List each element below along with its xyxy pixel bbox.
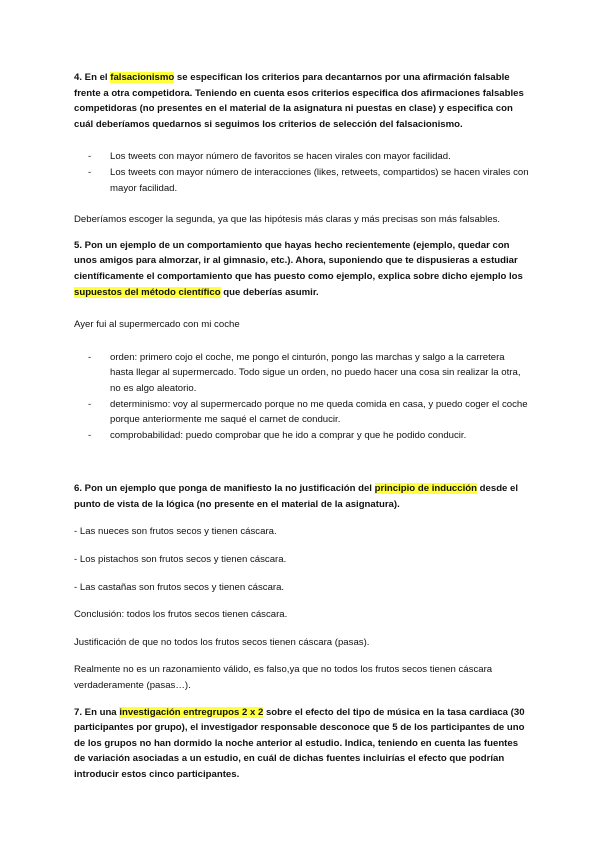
question-5	[74, 238, 530, 300]
q5-highlight-term: supuestos del método científico	[74, 286, 221, 298]
q4-bullet-list	[74, 149, 530, 196]
dash-bullet: -	[88, 429, 92, 441]
q5-bullet-list	[74, 350, 530, 444]
q6-line: - Las castañas son frutos secos y tienen cáscara.	[74, 581, 285, 593]
question-6	[74, 481, 530, 512]
q7-highlight-term: investigación entregrupos 2 x 2	[119, 706, 264, 718]
list-item	[74, 428, 530, 444]
q7-prefix: 7. En una	[74, 706, 120, 718]
q6-intro: 6. Pon un ejemplo que ponga de manifiesto la no justificación del	[74, 483, 375, 495]
list-item-text: orden: primero cojo el coche, me pongo el cinturón, pongo las marchas y salgo a la carretera hasta llegar al supermercado. Todo sigue un orden, no puedo hacer una cosa sin realizar la otra, no es algo aleatorio.	[110, 351, 521, 394]
dash-bullet: -	[88, 351, 92, 363]
q4-answer: Deberíamos escoger la segunda, ya que las hipótesis más claras y más precisas son más falsables.	[74, 214, 501, 226]
list-item	[74, 350, 530, 397]
q4-highlight-term: falsacionismo	[110, 72, 175, 83]
q6-rest: desde el punto de vista de la lógica (no presente en el material de la asignatura).	[74, 483, 519, 510]
list-item	[74, 165, 530, 196]
q6-conclusion: Conclusión: todos los frutos secos tienen cáscara.	[74, 609, 288, 621]
q5-intro: 5. Pon un ejemplo de un comportamiento que hayas hecho recientemente (ejemplo, quedar con unos amigos para almorzar, ir al gimnasio, etc.). Ahora, suponiendo que te dispusieras a estudiar científicamente el comportamiento que has puesto como ejemplo, explica sobre dicho ejemplo los	[74, 239, 523, 282]
q5-rest: que deberías asumir.	[220, 286, 319, 298]
q6-line: - Las nueces son frutos secos y tienen cáscara.	[74, 526, 277, 538]
list-item-text: determinismo: voy al supermercado porque no me queda comida en casa, y puedo coger el coche porque anteriormente me saqué el carnet de conducir.	[110, 398, 528, 426]
q6-highlight-term: principio de inducción	[374, 483, 477, 495]
list-item-text: Los tweets con mayor número de favoritos se hacen virales con mayor facilidad.	[110, 151, 451, 163]
list-item-text: comprobabilidad: puedo comprobar que he ido a comprar y que he podido conducir.	[110, 429, 467, 441]
q4-prefix: 4. En el	[74, 72, 111, 83]
list-item-text: Los tweets con mayor número de interacciones (likes, retweets, compartidos) se hacen virales con mayor facilidad.	[110, 166, 529, 194]
q7-rest: sobre el efecto del tipo de música en la tasa cardiaca (30 participantes por grupo), el investigador responsable desconoce que 5 de los participantes de uno de los grupos no han dormido la noche anterior al estudio. Indica, teniendo en cuenta las fuentes de variación asociadas a un estudio, en cuál de dichas fuentes incluirías el efecto que podrían introducir estos cinco participantes.	[74, 706, 525, 780]
question-4	[74, 70, 530, 132]
dash-bullet: -	[88, 166, 92, 178]
question-7	[74, 705, 530, 783]
list-item	[74, 149, 530, 165]
q6-evaluation: Realmente no es un razonamiento válido, es falso,ya que no todos los frutos secos tienen cáscara verdaderamente (pasas…).	[74, 664, 493, 692]
dash-bullet: -	[88, 151, 92, 163]
q6-line: - Los pistachos son frutos secos y tienen cáscara.	[74, 554, 287, 566]
dash-bullet: -	[88, 398, 92, 410]
document-page	[74, 70, 530, 783]
list-item	[74, 397, 530, 428]
q5-answer: Ayer fui al supermercado con mi coche	[74, 319, 240, 331]
q4-rest: se especifican los criterios para decantarnos por una afirmación falsable frente a otra competidora. Teniendo en cuenta esos criterios especifica dos afirmaciones falsables competidoras (no presentes en el material de la asignatura ni puestas en clase) y especifica con cuál deberíamos quedarnos si seguimos los criterios de selección del falsacionismo.	[74, 72, 524, 130]
q6-justification: Justificación de que no todos los frutos secos tienen cáscara (pasas).	[74, 636, 370, 648]
